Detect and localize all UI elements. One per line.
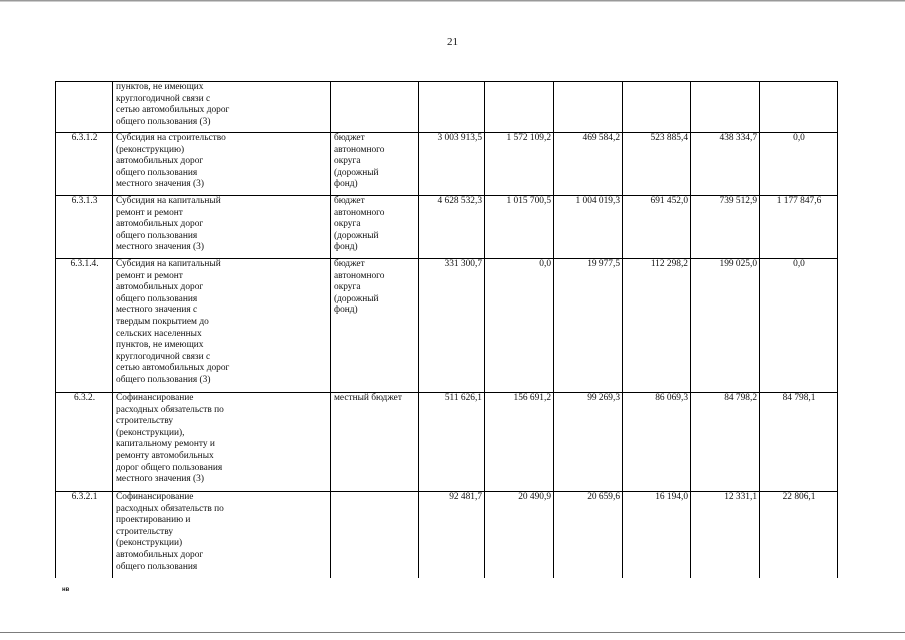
footer-mark: нв bbox=[62, 587, 70, 593]
table-row bbox=[56, 492, 838, 578]
row-value-cell bbox=[760, 82, 838, 133]
row-source-cell: бюджет автономного округа (дорожный фонд) bbox=[331, 259, 419, 393]
row-value-cell bbox=[623, 82, 691, 133]
row-value-cell: 469 584,2 bbox=[554, 133, 623, 196]
row-value-cell: 1 572 109,2 bbox=[485, 133, 554, 196]
table-row bbox=[56, 393, 838, 492]
row-value-cell bbox=[485, 82, 554, 133]
row-value-cell: 84 798,1 bbox=[760, 393, 838, 492]
row-value-cell: 0,0 bbox=[485, 259, 554, 393]
row-value-cell: 691 452,0 bbox=[623, 196, 691, 259]
scan-edge-bottom bbox=[0, 632, 905, 636]
row-name-cell: Софинансирование расходных обязательств по проектированию и строительству (реконструкции) автомобильных дорог общего пользования bbox=[113, 492, 331, 578]
row-code-cell: 6.3.1.4. bbox=[56, 259, 113, 393]
row-value-cell: 86 069,3 bbox=[623, 393, 691, 492]
table-row bbox=[56, 133, 838, 196]
row-value-cell: 1 004 019,3 bbox=[554, 196, 623, 259]
row-source-cell: бюджет автономного округа (дорожный фонд) bbox=[331, 133, 419, 196]
row-name-cell: Субсидия на капитальный ремонт и ремонт автомобильных дорог общего пользования местного значения с твердым покрытием до сельских населенных пунктов, не имеющих круглогодичной связи с сетью автомобильных дорог общего пользования (3) bbox=[113, 259, 331, 393]
row-value-cell: 511 626,1 bbox=[419, 393, 485, 492]
row-value-cell bbox=[419, 82, 485, 133]
row-value-cell: 99 269,3 bbox=[554, 393, 623, 492]
row-code-cell: 6.3.1.3 bbox=[56, 196, 113, 259]
budget-table bbox=[55, 81, 838, 578]
row-value-cell: 0,0 bbox=[760, 259, 838, 393]
row-value-cell: 16 194,0 bbox=[623, 492, 691, 578]
scan-edge-top bbox=[0, 0, 905, 4]
row-name-cell: пунктов, не имеющих круглогодичной связи с сетью автомобильных дорог общего пользования (3) bbox=[113, 82, 331, 133]
row-source-cell: бюджет автономного округа (дорожный фонд) bbox=[331, 196, 419, 259]
row-value-cell: 20 490,9 bbox=[485, 492, 554, 578]
row-value-cell: 4 628 532,3 bbox=[419, 196, 485, 259]
row-source-cell bbox=[331, 82, 419, 133]
row-value-cell bbox=[691, 82, 760, 133]
page-number: 21 bbox=[447, 36, 458, 48]
row-name-cell: Субсидия на строительство (реконструкцию) автомобильных дорог общего пользования местного значения (3) bbox=[113, 133, 331, 196]
row-value-cell: 12 331,1 bbox=[691, 492, 760, 578]
row-name-cell: Софинансирование расходных обязательств по строительству (реконструкции), капитальному ремонту и ремонту автомобильных дорог общего пользования местного значения (3) bbox=[113, 393, 331, 492]
row-value-cell: 438 334,7 bbox=[691, 133, 760, 196]
row-value-cell: 156 691,2 bbox=[485, 393, 554, 492]
table-row bbox=[56, 82, 838, 133]
row-value-cell: 523 885,4 bbox=[623, 133, 691, 196]
row-code-cell: 6.3.2. bbox=[56, 393, 113, 492]
row-value-cell: 1 015 700,5 bbox=[485, 196, 554, 259]
row-value-cell: 92 481,7 bbox=[419, 492, 485, 578]
row-code-cell: 6.3.1.2 bbox=[56, 133, 113, 196]
row-value-cell: 20 659,6 bbox=[554, 492, 623, 578]
row-source-cell bbox=[331, 492, 419, 578]
row-value-cell: 739 512,9 bbox=[691, 196, 760, 259]
row-value-cell: 84 798,2 bbox=[691, 393, 760, 492]
row-value-cell: 331 300,7 bbox=[419, 259, 485, 393]
row-value-cell: 199 025,0 bbox=[691, 259, 760, 393]
row-value-cell: 0,0 bbox=[760, 133, 838, 196]
row-value-cell bbox=[554, 82, 623, 133]
row-code-cell: 6.3.2.1 bbox=[56, 492, 113, 578]
table-row bbox=[56, 259, 838, 393]
row-value-cell: 112 298,2 bbox=[623, 259, 691, 393]
row-value-cell: 22 806,1 bbox=[760, 492, 838, 578]
row-value-cell: 19 977,5 bbox=[554, 259, 623, 393]
row-value-cell: 1 177 847,6 bbox=[760, 196, 838, 259]
row-code-cell bbox=[56, 82, 113, 133]
row-name-cell: Субсидия на капитальный ремонт и ремонт автомобильных дорог общего пользования местного значения (3) bbox=[113, 196, 331, 259]
row-value-cell: 3 003 913,5 bbox=[419, 133, 485, 196]
table-row bbox=[56, 196, 838, 259]
row-source-cell: местный бюджет bbox=[331, 393, 419, 492]
